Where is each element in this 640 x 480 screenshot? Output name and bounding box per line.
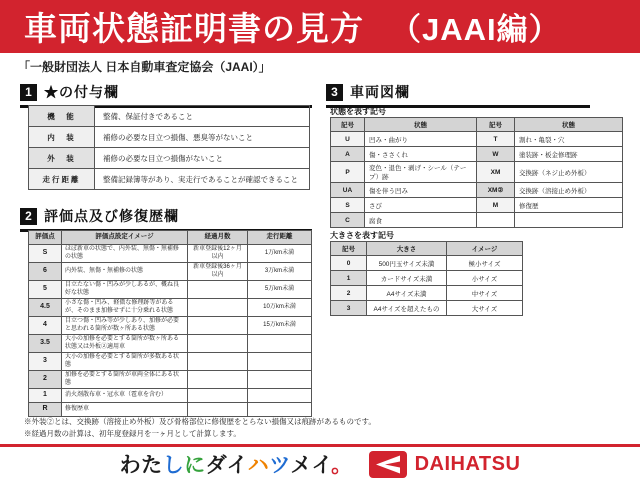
symbol-cell: UA	[331, 183, 365, 198]
slogan-char: ダ	[205, 454, 227, 477]
months-cell	[188, 389, 248, 403]
table-row	[29, 106, 310, 127]
desc-cell: ほぼ新車の状態で、内外装、無傷・無補修の状態	[62, 245, 188, 263]
state-cell: 割れ・亀裂・穴	[515, 132, 623, 147]
desc-cell: 消火剤散布車・冠水車（雹車を含む）	[62, 389, 188, 403]
table-row	[29, 263, 312, 281]
size-cell: A4サイズ未満	[367, 286, 447, 301]
table-row	[331, 256, 523, 271]
symbol-cell: P	[331, 162, 365, 183]
table-row	[331, 286, 523, 301]
slogan-logo	[120, 449, 353, 479]
slogan-char: た	[141, 454, 163, 477]
symbol-cell: XM	[477, 162, 515, 183]
symbol-cell: M	[477, 198, 515, 213]
months-cell	[188, 335, 248, 353]
mileage-cell	[248, 403, 312, 417]
column-header: 経過月数	[188, 231, 248, 245]
grade-cell: 1	[29, 389, 62, 403]
slogan-char: ハ	[247, 454, 270, 477]
table-caption: 大きさを表す記号	[330, 231, 394, 240]
daihatsu-wordmark: DAIHATSU	[414, 452, 521, 475]
slogan-char: メ	[290, 454, 312, 477]
footer	[0, 449, 640, 479]
mileage-cell: 15万km未満	[248, 317, 312, 335]
table-row	[29, 281, 312, 299]
column-header: 走行距離	[248, 231, 312, 245]
header-bar	[0, 0, 640, 53]
grade-cell: 4.5	[29, 299, 62, 317]
mileage-cell	[248, 353, 312, 371]
section-title: ★の付与欄	[44, 84, 119, 100]
table-row	[29, 335, 312, 353]
row-desc-cell: 補修の必要な目立つ損傷、悪臭等がないこと	[95, 127, 310, 148]
mileage-cell: 1万km未満	[248, 245, 312, 263]
section-number-badge: 1	[20, 84, 37, 101]
edition-label: （JAAI編）	[390, 12, 561, 47]
months-cell	[188, 317, 248, 335]
desc-cell: 加修を必要とする箇所が車両全体にある状態	[62, 371, 188, 389]
table-header-row	[29, 231, 312, 245]
state-cell: 交換跡（ネジ止め外板）	[515, 162, 623, 183]
state-cell	[515, 213, 623, 228]
column-header: イメージ	[447, 242, 523, 256]
grade-cell: 3.5	[29, 335, 62, 353]
slogan-char: ツ	[269, 454, 291, 477]
row-label-cell: 外 装	[29, 148, 95, 169]
table-row	[331, 183, 623, 198]
symbol-cell	[477, 213, 515, 228]
months-cell	[188, 281, 248, 299]
mileage-cell: 10万km未満	[248, 299, 312, 317]
state-cell: 傷を伴う凹み	[365, 183, 477, 198]
footer-divider	[0, 444, 640, 447]
slogan-char: 。	[331, 454, 353, 477]
column-header: 状態	[365, 118, 477, 132]
table-row	[29, 403, 312, 417]
section-number-badge: 3	[326, 84, 343, 101]
grade-cell: S	[29, 245, 62, 263]
state-cell: 塗装跡・板金修理跡	[515, 147, 623, 162]
state-cell: 腐食	[365, 213, 477, 228]
footnote: ※外装②とは、交換跡（溶接止め外板）及び骨格部位に修復歴をとらない損傷又は痕跡があるものです。	[24, 417, 376, 426]
symbol-cell: S	[331, 198, 365, 213]
page-title: 車両状態証明書の見方	[24, 10, 364, 47]
months-cell	[188, 371, 248, 389]
slogan-char: わ	[119, 454, 142, 477]
symbol-cell: 0	[331, 256, 367, 271]
months-cell	[188, 353, 248, 371]
row-label-cell: 内 装	[29, 127, 95, 148]
mileage-cell	[248, 371, 312, 389]
desc-cell: 目立つ傷・凹み等が少しあり、加修が必要と思われる箇所が数ヶ所ある状態	[62, 317, 188, 335]
image-cell: 極小サイズ	[447, 256, 523, 271]
table-caption: 状態を表す記号	[330, 107, 386, 116]
state-cell: 変色・退色・剥げ・シール（テープ）跡	[365, 162, 477, 183]
symbol-cell: 3	[331, 301, 367, 316]
slogan-char: し	[162, 454, 185, 477]
image-cell: 大サイズ	[447, 301, 523, 316]
table-row	[331, 132, 623, 147]
table-row	[331, 213, 623, 228]
size-cell: A4サイズを超えたもの	[367, 301, 447, 316]
symbol-cell: U	[331, 132, 365, 147]
desc-cell: 目立たない傷・凹みが少しあるが、概ね良好な状態	[62, 281, 188, 299]
table-row	[29, 299, 312, 317]
table-header-row	[331, 242, 523, 256]
table-row	[331, 162, 623, 183]
symbol-cell: XM②	[477, 183, 515, 198]
table-row	[331, 271, 523, 286]
row-desc-cell: 補修の必要な目立つ損傷がないこと	[95, 148, 310, 169]
column-header: 大きさ	[367, 242, 447, 256]
state-cell: 交換跡（溶接止め外板）	[515, 183, 623, 198]
symbol-cell: W	[477, 147, 515, 162]
row-desc-cell: 整備記録簿等があり、実走行であることが確認できること	[95, 169, 310, 190]
grade-table	[28, 230, 312, 417]
symbol-cell: 1	[331, 271, 367, 286]
section-2-header	[20, 206, 312, 232]
table-row	[29, 169, 310, 190]
daihatsu-mark-icon	[369, 451, 407, 478]
symbol-cell: 2	[331, 286, 367, 301]
grade-cell: 3	[29, 353, 62, 371]
row-label-cell: 機 能	[29, 106, 95, 127]
desc-cell: 小さな傷・凹み、軽微な修理跡等があるが、そのまま加修せずに十分乗れる状態	[62, 299, 188, 317]
size-symbol-table	[330, 241, 523, 316]
column-header: 記号	[331, 242, 367, 256]
table-row	[29, 353, 312, 371]
condition-symbol-table	[330, 117, 623, 228]
mileage-cell: 3万km未満	[248, 263, 312, 281]
state-cell: 傷・ささくれ	[365, 147, 477, 162]
section-title: 評価点及び修復歴欄	[44, 208, 179, 224]
image-cell: 小サイズ	[447, 271, 523, 286]
row-label-cell: 走行距離	[29, 169, 95, 190]
slogan-char: イ	[226, 454, 248, 477]
symbol-cell: A	[331, 147, 365, 162]
grade-cell: 4	[29, 317, 62, 335]
section-title: 車両図欄	[350, 84, 410, 100]
size-cell: カードサイズ未満	[367, 271, 447, 286]
table-row	[331, 301, 523, 316]
size-cell: 500円玉サイズ未満	[367, 256, 447, 271]
row-desc-cell: 整備、保証付きであること	[95, 106, 310, 127]
slogan-char: に	[184, 454, 206, 477]
slogan-char: イ	[311, 454, 332, 477]
desc-cell: 大小の加修を必要とする箇所が数ヶ所ある状態又は外板②適用車	[62, 335, 188, 353]
symbol-cell: C	[331, 213, 365, 228]
grade-cell: 5	[29, 281, 62, 299]
column-header: 評価点	[29, 231, 62, 245]
desc-cell: 大小の加修を必要とする箇所が多数ある状態	[62, 353, 188, 371]
table-row	[29, 148, 310, 169]
state-cell: さび	[365, 198, 477, 213]
brand-logo	[369, 451, 521, 478]
column-header: 評価点設定イメージ	[62, 231, 188, 245]
grade-cell: 2	[29, 371, 62, 389]
desc-cell: 修復歴車	[62, 403, 188, 417]
table-row	[331, 147, 623, 162]
table-row	[331, 198, 623, 213]
months-cell	[188, 403, 248, 417]
symbol-cell: T	[477, 132, 515, 147]
table-row	[29, 371, 312, 389]
column-header: 記号	[477, 118, 515, 132]
months-cell	[188, 299, 248, 317]
column-header: 記号	[331, 118, 365, 132]
state-cell: 凹み・曲がり	[365, 132, 477, 147]
table-row	[29, 389, 312, 403]
grade-cell: R	[29, 403, 62, 417]
state-cell: 修復歴	[515, 198, 623, 213]
star-criteria-table	[28, 105, 310, 190]
mileage-cell: 5万km未満	[248, 281, 312, 299]
mileage-cell	[248, 335, 312, 353]
section-number-badge: 2	[20, 208, 37, 225]
months-cell: 新車登録後36ヶ月以内	[188, 263, 248, 281]
table-row	[29, 245, 312, 263]
footnote: ※経過月数の計算は、初年度登録月を一ヶ月として計算します。	[24, 429, 241, 438]
section-3-header	[326, 82, 590, 108]
image-cell: 中サイズ	[447, 286, 523, 301]
table-row	[29, 317, 312, 335]
table-row	[29, 127, 310, 148]
desc-cell: 内外装、無傷・無補修の状態	[62, 263, 188, 281]
subtitle: 「一般財団法人 日本自動車査定協会（JAAI）」	[18, 60, 271, 74]
mileage-cell	[248, 389, 312, 403]
grade-cell: 6	[29, 263, 62, 281]
column-header: 状態	[515, 118, 623, 132]
months-cell: 新車登録後12ヶ月以内	[188, 245, 248, 263]
table-header-row	[331, 118, 623, 132]
footnotes	[24, 416, 376, 440]
